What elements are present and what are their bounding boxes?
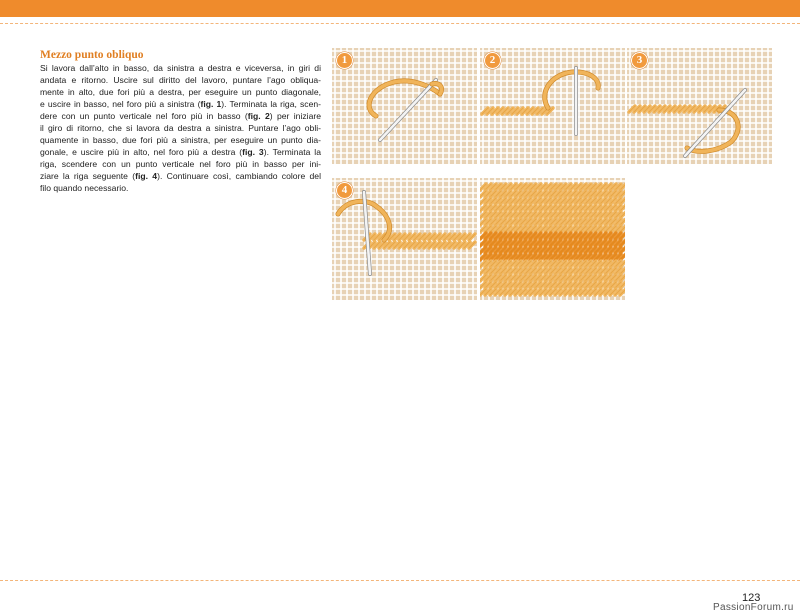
text-segment: e uscire in basso, nel foro più a sinistra ( — [40, 99, 201, 109]
text-line — [40, 74, 321, 86]
text-segment: mente in alto, due fori più a destra, per eseguire un punto diagonale, — [40, 87, 321, 97]
text-line — [40, 122, 321, 134]
text-segment: ziare la riga seguente ( — [40, 171, 136, 181]
figure-3 — [627, 48, 772, 164]
figure-finished-sample — [480, 178, 625, 300]
text-line — [40, 146, 321, 158]
text-line — [40, 98, 321, 110]
figure-3-badge: 3 — [631, 52, 648, 69]
text-line — [40, 110, 321, 122]
text-segment: Si lavora dall’alto in basso, da sinistra a destra e viceversa, in giri di — [40, 63, 321, 73]
figure-4-badge: 4 — [336, 182, 353, 199]
text-segment: ). Terminata la riga, scen- — [221, 99, 321, 109]
text-segment: quamente in basso, due fori più a sinistra, per eseguire un punto dia- — [40, 135, 321, 145]
figure-1-badge: 1 — [336, 52, 353, 69]
text-segment: gonale, e uscire più in alto, nel foro più a destra ( — [40, 147, 243, 157]
figure-3-illustration — [627, 48, 772, 164]
figure-reference: fig. 2 — [247, 111, 270, 121]
text-segment: riga, scendere con un punto verticale nel foro più in basso per ini- — [40, 159, 321, 169]
figure-1-illustration — [332, 48, 477, 164]
text-segment: ) per iniziare — [269, 111, 321, 121]
text-segment: il giro di ritorno, che si lavora da destra a sinistra. Puntare l’ago obli- — [40, 123, 321, 133]
figure-2 — [480, 48, 625, 164]
section-title: Mezzo punto obliquo — [40, 49, 144, 61]
text-segment: ). Continuare così, cambiando colore del — [157, 171, 321, 181]
text-segment: andata e ritorno. Uscire sul diritto del lavoro, puntare l’ago obliqua- — [40, 75, 321, 85]
text-line — [40, 134, 321, 146]
header-bar — [0, 0, 800, 17]
text-line — [40, 86, 321, 98]
text-line — [40, 182, 321, 194]
finished-sample-illustration — [480, 178, 625, 300]
text-segment: ). Terminata la — [263, 147, 321, 157]
text-line — [40, 170, 321, 182]
text-line — [40, 158, 321, 170]
footer-divider — [0, 580, 800, 581]
text-segment: filo quando necessario. — [40, 183, 129, 193]
instructions-text — [40, 62, 321, 194]
figure-reference: fig. 1 — [200, 99, 222, 109]
header-divider — [0, 23, 800, 24]
figure-2-illustration — [480, 48, 625, 164]
figure-reference: fig. 3 — [242, 147, 264, 157]
figure-reference: fig. 4 — [135, 171, 158, 181]
figure-4 — [332, 178, 477, 294]
text-segment: dere con un punto verticale nel foro più in basso ( — [40, 111, 248, 121]
figure-2-badge: 2 — [484, 52, 501, 69]
text-line — [40, 62, 321, 74]
figure-1 — [332, 48, 477, 164]
figure-4-illustration — [332, 178, 477, 300]
watermark: PassionForum.ru — [713, 602, 794, 613]
page-number: 123 — [742, 592, 761, 604]
